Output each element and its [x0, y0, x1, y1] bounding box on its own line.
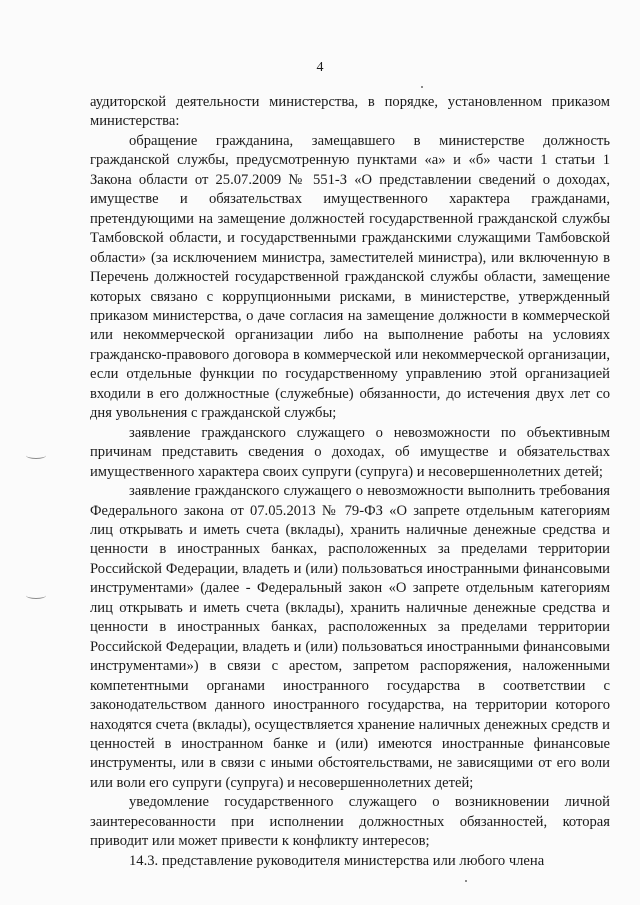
paragraph-citizen-appeal: обращение гражданина, замещавшего в министерстве должность гражданской службы, предусмотренную пунктами «а» и «б» части 1 статьи 1 Закона области от 25.07.2009 № 551-З «О представлении сведений о доходах, имуществе и обязательствах имущественного характера гражданами, претендующими на замещение должностей государственной гражданской службы Тамбовской области, и государственными гражданскими служащими Тамбовской области» (за исключением министра, заместителей министра), или включенную в Перечень должностей государственной гражданской службы области, замещение которых связано с коррупционными рисками, в министерстве, утвержденный приказом министерства, о даче согласия на замещение должности в коммерческой или некоммерческой организации либо на выполнение работы на условиях гражданско-правового договора в коммерческой или некоммерческой организации, если отдельные функции по государственному управлению этой организацией входили в его должностные (служебные) обязанности, до истечения двух лет со дня увольнения с гражданской службы;	[90, 132, 610, 422]
paragraph-14-3: 14.3. представление руководителя министерства или любого члена	[129, 852, 545, 869]
scan-speck	[465, 880, 467, 882]
paragraph-foreign-accounts: заявление гражданского служащего о невозможности выполнить требования Федерального закона от 07.05.2013 № 79-ФЗ «О запрете отдельным категориям лиц открывать и иметь счета (вклады), хранить наличные денежные средства и ценности в иностранных банках, расположенных за пределами территории Российской Федерации, владеть и (или) пользоваться иностранными финансовыми инструментами» (далее - Федеральный закон «О запрете отдельным категориям лиц открывать и иметь счета (вклады), хранить наличные денежные средства и ценности в иностранных банках, расположенных за пределами территории Российской Федерации, владеть и (или) пользоваться иностранными финансовыми инструментами») в связи с арестом, запретом распоряжения, наложенными компетентными органами иностранного государства в соответствии с законодательством данного иностранного государства, на территории которого находятся счета (вклады), осуществляется хранение наличных денежных средств и ценностей в иностранном банке и (или) имеются иностранные финансовые инструменты, или в связи с иными обстоятельствами, не зависящими от его воли или воли его супруги (супруга) и несовершеннолетних детей;	[90, 483, 610, 791]
document-body	[90, 93, 610, 871]
binding-hole-mark	[26, 592, 46, 599]
paragraph-income-statement: заявление гражданского служащего о невозможности по объективным причинам представить сведения о доходах, об имуществе и обязательствах имущественного характера своих супруги (супруга) и несовершеннолетних детей;	[90, 424, 610, 480]
paragraph-conflict-of-interest: уведомление государственного служащего о возникновении личной заинтересованности при исполнении должностных обязанностей, которая приводит или может привести к конфликту интересов;	[90, 794, 610, 850]
page-number: 4	[316, 60, 324, 75]
paragraph-continuation: аудиторской деятельности министерства, в порядке, установленном приказом министерства:	[90, 94, 610, 130]
binding-hole-mark	[26, 452, 46, 459]
scan-speck	[421, 86, 423, 88]
